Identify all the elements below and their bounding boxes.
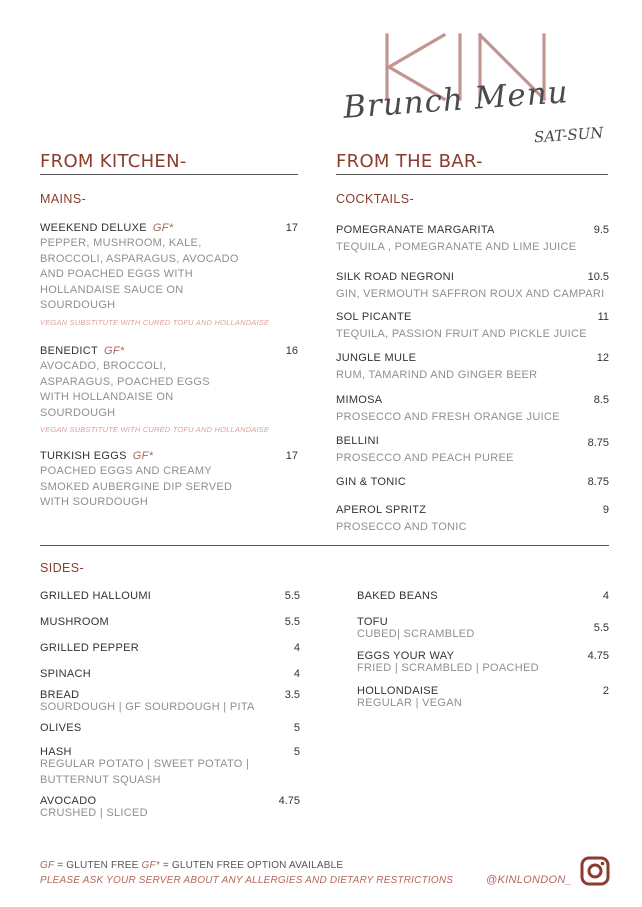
kitchen-divider bbox=[40, 174, 298, 175]
menu-days: SAT-SUN bbox=[533, 123, 605, 147]
side-name: SPINACH bbox=[40, 668, 91, 680]
cocktail-description: RUM, TAMARIND AND GINGER BEER bbox=[336, 369, 538, 381]
allergy-notice: PLEASE ASK YOUR SERVER ABOUT ANY ALLERGIES AND DIETARY RESTRICTIONS bbox=[40, 875, 454, 886]
gf-option-tag: GF* bbox=[104, 345, 125, 357]
instagram-handle[interactable]: @KINLONDON_ bbox=[486, 874, 572, 886]
cocktail-description: PROSECCO AND FRESH ORANGE JUICE bbox=[336, 411, 560, 423]
side-name: HASH bbox=[40, 746, 72, 758]
side-price: 2 bbox=[602, 685, 609, 697]
side-description: FRIED | SCRAMBLED | POACHED bbox=[357, 662, 539, 674]
gluten-free-key: GF = GLUTEN FREE GF* = GLUTEN FREE OPTION AVAILABLE bbox=[40, 860, 344, 871]
main-item-description: POACHED EGGS AND CREAMY SMOKED AUBERGINE DIP SERVED WITH SOURDOUGH bbox=[40, 465, 233, 508]
side-name: GRILLED PEPPER bbox=[40, 642, 139, 654]
side-price: 4 bbox=[293, 642, 300, 654]
cocktail-price: 10.5 bbox=[587, 271, 609, 283]
sides-divider bbox=[40, 545, 609, 546]
side-description: REGULAR POTATO | SWEET POTATO | BUTTERNUT SQUASH bbox=[40, 758, 250, 786]
side-name: BREAD bbox=[40, 689, 80, 701]
cocktail-price: 8.75 bbox=[587, 476, 609, 488]
cocktail-price: 11 bbox=[597, 311, 609, 323]
cocktail-description: TEQUILA, PASSION FRUIT AND PICKLE JUICE bbox=[336, 328, 587, 340]
main-item-price: 17 bbox=[285, 222, 298, 234]
main-item-name: TURKISH EGGS GF* bbox=[40, 450, 154, 462]
kitchen-heading: FROM KITCHEN- bbox=[40, 151, 187, 172]
cocktail-price: 9 bbox=[602, 504, 609, 516]
bar-heading: FROM THE BAR- bbox=[336, 151, 483, 172]
side-price: 4 bbox=[293, 668, 300, 680]
side-price: 3.5 bbox=[284, 689, 300, 701]
cocktail-name: APEROL SPRITZ bbox=[336, 504, 427, 516]
cocktail-name: JUNGLE MULE bbox=[336, 352, 417, 364]
cocktail-name: MIMOSA bbox=[336, 394, 383, 406]
main-item-name: BENEDICT GF* bbox=[40, 345, 125, 357]
side-name: TOFU bbox=[357, 616, 388, 628]
side-name: OLIVES bbox=[40, 722, 82, 734]
cocktails-heading: COCKTAILS- bbox=[336, 192, 415, 206]
bar-divider bbox=[336, 174, 608, 175]
side-price: 5.5 bbox=[284, 616, 300, 628]
cocktail-price: 8.5 bbox=[593, 394, 609, 406]
side-name: EGGS YOUR WAY bbox=[357, 650, 455, 662]
side-description: REGULAR | VEGAN bbox=[357, 697, 463, 709]
cocktail-name: BELLINI bbox=[336, 435, 380, 447]
vegan-note: VEGAN SUBSTITUTE WITH CURED TOFU AND HOLLANDAISE bbox=[40, 318, 270, 327]
gf-option-tag: GF* bbox=[152, 222, 174, 234]
side-price: 4 bbox=[602, 590, 609, 602]
side-price: 5 bbox=[293, 722, 300, 734]
side-price: 5.5 bbox=[284, 590, 300, 602]
side-price: 5 bbox=[293, 746, 300, 758]
cocktail-price: 9.5 bbox=[593, 224, 609, 236]
side-name: MUSHROOM bbox=[40, 616, 110, 628]
cocktail-description: GIN, VERMOUTH SAFFRON ROUX AND CAMPARI bbox=[336, 288, 605, 300]
cocktail-price: 12 bbox=[596, 352, 609, 364]
main-item-name: WEEKEND DELUXE GF* bbox=[40, 222, 174, 234]
main-item-description: AVOCADO, BROCCOLI, ASPARAGUS, POACHED EGGS WITH HOLLANDAISE ON SOURDOUGH bbox=[40, 360, 210, 419]
main-item-price: 16 bbox=[285, 345, 298, 357]
cocktail-name: POMEGRANATE MARGARITA bbox=[336, 224, 495, 236]
cocktail-price: 8.75 bbox=[587, 437, 609, 449]
brunch-menu-title: Brunch Menu bbox=[342, 74, 570, 126]
side-name: GRILLED HALLOUMI bbox=[40, 590, 152, 602]
side-price: 5.5 bbox=[593, 622, 609, 634]
side-price: 4.75 bbox=[587, 650, 609, 662]
cocktail-name: GIN & TONIC bbox=[336, 476, 407, 488]
side-price: 4.75 bbox=[278, 795, 300, 807]
cocktail-name: SOL PICANTE bbox=[336, 311, 412, 323]
cocktail-description: TEQUILA , POMEGRANATE AND LIME JUICE bbox=[336, 241, 577, 253]
vegan-note: VEGAN SUBSTITUTE WITH CURED TOFU AND HOLLANDAISE bbox=[40, 425, 270, 434]
cocktail-description: PROSECCO AND TONIC bbox=[336, 521, 467, 533]
side-description: CRUSHED | SLICED bbox=[40, 807, 148, 819]
side-description: SOURDOUGH | GF SOURDOUGH | PITA bbox=[40, 701, 255, 713]
main-item-price: 17 bbox=[285, 450, 298, 462]
sides-heading: SIDES- bbox=[40, 561, 85, 575]
side-name: BAKED BEANS bbox=[357, 590, 438, 602]
main-item-description: PEPPER, MUSHROOM, KALE, BROCCOLI, ASPARAGUS, AVOCADO AND POACHED EGGS WITH HOLLANDAISE SAUCE ON SOURDOUGH bbox=[40, 237, 239, 311]
instagram-icon[interactable] bbox=[580, 856, 610, 886]
side-description: CUBED| SCRAMBLED bbox=[357, 628, 475, 640]
mains-heading: MAINS- bbox=[40, 192, 87, 206]
side-name: HOLLONDAISE bbox=[357, 685, 439, 697]
cocktail-description: PROSECCO AND PEACH PUREE bbox=[336, 452, 514, 464]
side-name: AVOCADO bbox=[40, 795, 97, 807]
cocktail-name: SILK ROAD NEGRONI bbox=[336, 271, 455, 283]
gf-option-tag: GF* bbox=[132, 450, 154, 462]
